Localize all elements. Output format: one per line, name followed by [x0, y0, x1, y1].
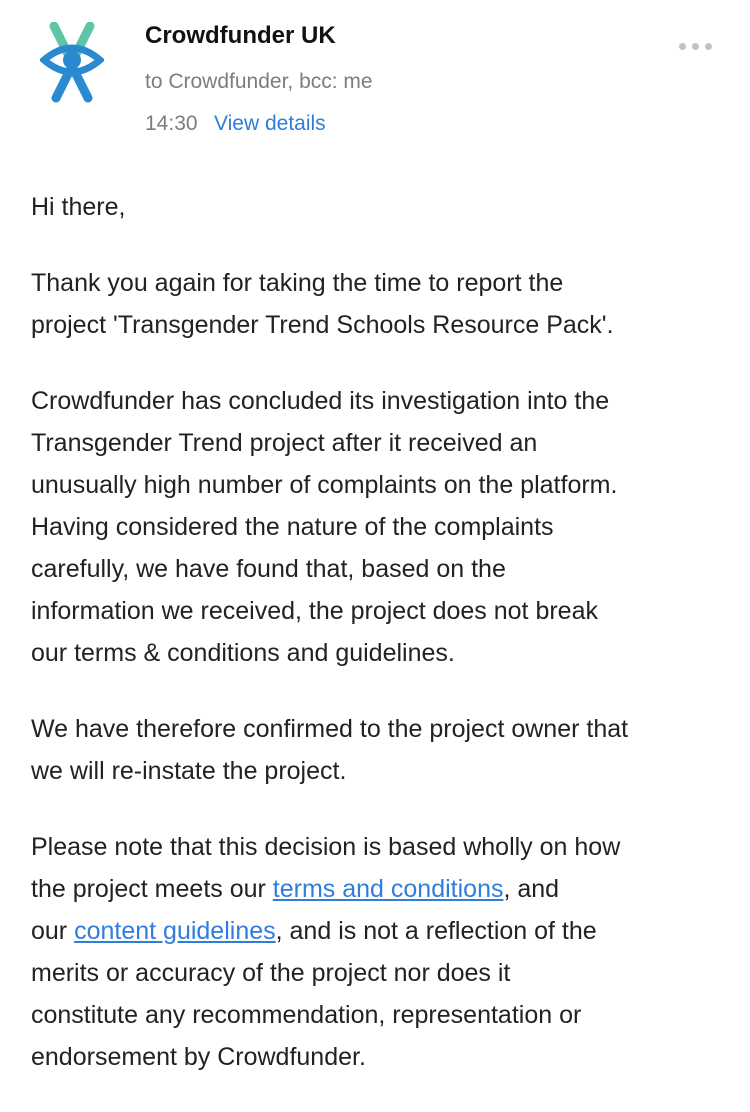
text-line: Having considered the nature of the complaints: [31, 513, 554, 541]
text-segment: , and: [503, 875, 560, 903]
paragraph-disclaimer: [31, 826, 731, 1078]
text-line: project 'Transgender Trend Schools Resource Pack'.: [31, 311, 614, 339]
text-line: constitute any recommendation, representation or: [31, 1001, 582, 1029]
content-guidelines-link[interactable]: content guidelines: [74, 917, 276, 945]
email-header: [0, 0, 750, 150]
text-line: Please note that this decision is based wholly on how: [31, 833, 621, 861]
text-line: We have therefore confirmed to the project owner that: [31, 715, 629, 743]
paragraph-reinstate: [31, 708, 731, 792]
text-line: Crowdfunder has concluded its investigation into the: [31, 387, 610, 415]
text-line: unusually high number of complaints on the platform.: [31, 471, 618, 499]
text-segment: our: [31, 917, 75, 945]
crowdfunder-logo-icon[interactable]: [40, 22, 104, 104]
text-line: we will re-instate the project.: [31, 757, 347, 785]
sender-name[interactable]: Crowdfunder UK: [145, 22, 336, 49]
paragraph-investigation: [31, 380, 731, 674]
recipients-line: to Crowdfunder, bcc: me: [145, 70, 373, 93]
more-options-icon[interactable]: [677, 38, 715, 56]
email-body: [31, 186, 731, 1112]
view-details-link[interactable]: View details: [214, 112, 326, 135]
timestamp: 14:30: [145, 112, 198, 135]
text-line: information we received, the project does not break: [31, 597, 598, 625]
text-line: endorsement by Crowdfunder.: [31, 1043, 366, 1071]
text-line: carefully, we have found that, based on the: [31, 555, 506, 583]
text-line: merits or accuracy of the project nor does it: [31, 959, 511, 987]
text-line: Thank you again for taking the time to report the: [31, 269, 564, 297]
text-segment: the project meets our: [31, 875, 273, 903]
paragraph-report-thanks: [31, 262, 731, 346]
text-segment: , and is not a reflection of the: [275, 917, 597, 945]
greeting: Hi there,: [31, 193, 126, 221]
text-line: our terms & conditions and guidelines.: [31, 639, 455, 667]
text-line: Transgender Trend project after it received an: [31, 429, 538, 457]
terms-and-conditions-link[interactable]: terms and conditions: [272, 875, 504, 903]
